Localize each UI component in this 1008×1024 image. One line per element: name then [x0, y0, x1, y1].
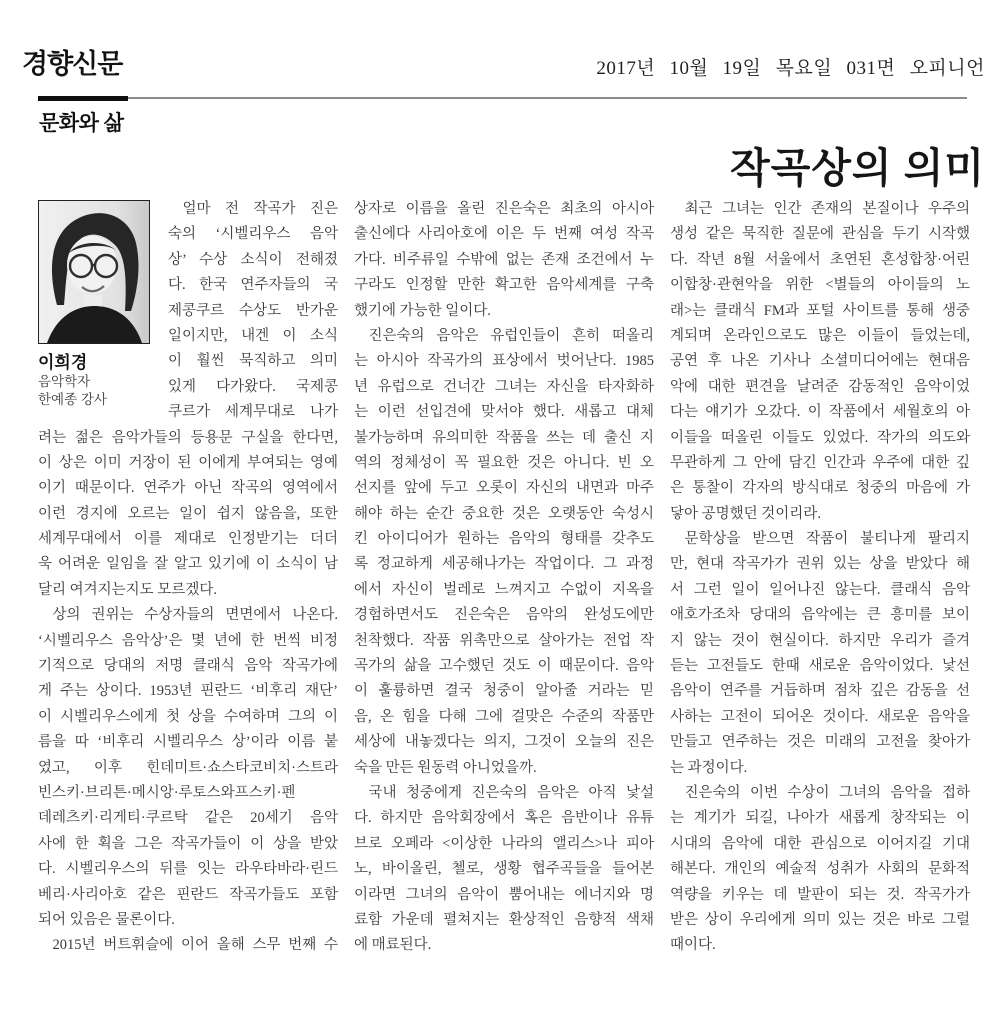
article-line: 달리 여겨지는지도 모르겠다. [38, 581, 217, 598]
article-line: 베리·사리아호 같은 핀란드 작곡가들도 포함 [38, 886, 338, 903]
article-header [38, 101, 985, 191]
article-line: 선지를 앞에 두고 오롯이 자신의 내면과 마주 [354, 480, 654, 497]
article-line: 공연 후 나온 기사나 소셜미디어에는 현대음 [670, 353, 970, 370]
article-line: 년 유럽으로 건너간 그녀는 자신을 타자화하 [354, 378, 654, 395]
article-line: 이 상은 이미 거장이 된 이에게 부여되는 영예 [38, 454, 338, 471]
article-column-3 [670, 197, 970, 959]
article-line: 기적으로 당대의 저명 클래식 음악 작곡가에 [38, 658, 338, 675]
article-line: 다. 하지만 음악회장에서 혹은 음반이나 유튜 [354, 810, 654, 827]
article-line: 음, 온 힘을 다해 그에 걸맞은 수준의 작품만 [354, 708, 654, 725]
article-line: ‘시벨리우스 음악상’은 몇 년에 한 번씩 비정 [38, 632, 338, 649]
article-line: 는 이런 선입견에 맞서야 했다. 새롭고 대체 [354, 404, 654, 421]
article-line: 경험하면서도 진은숙은 음악의 완성도에만 [354, 607, 654, 624]
article-line: 욱 어려운 일임을 잘 알고 있기에 이 소식이 남 [38, 556, 338, 573]
article-title: 작곡상의 의미 [730, 145, 985, 191]
author-box [38, 197, 150, 425]
dateline: 2017년 10월 19일 목요일 031면 오피니언 [596, 58, 985, 79]
article-line: 계되며 온라인으로도 많은 이들이 들었는데, [670, 327, 970, 344]
article-line: 때이다. [670, 937, 716, 954]
article-column-2 [354, 197, 654, 959]
article-line: 이기 때문이다. 연주가 아닌 작곡의 영역에서 [38, 480, 338, 497]
article-line: 상의 권위는 수상자들의 면면에서 나온다. [52, 607, 338, 624]
article-line: 국내 청중에게 진은숙의 음악은 아직 낯설 [368, 784, 654, 801]
article-line: 곡가의 삶을 고수했던 것도 이 때문이다. 음악 [354, 658, 654, 675]
article-line: 사에 한 획을 그은 작곡가들이 이 상을 받았 [38, 835, 338, 852]
article-line: 는 아시아 작곡가의 표상에서 벗어난다. 1985 [354, 353, 654, 370]
article-line: 했기에 가능한 일이다. [354, 302, 491, 319]
article-line: 2015년 버트휘슬에 이어 올해 스무 번째 수 [52, 937, 338, 954]
article-line: 악에 대한 편견을 날려준 감동적인 음악이었 [670, 378, 970, 395]
author-role-2: 한예종 강사 [38, 391, 107, 407]
article-line: 노, 바이올린, 첼로, 생황 협주곡들을 들어본 [354, 861, 654, 878]
article-line: 사하는 고전이 되어온 것이다. 새로운 음악을 [670, 708, 970, 725]
article-line: 에서 자신이 벌레로 느껴지고 수없이 지옥을 [354, 581, 654, 598]
article-line: 이 훌륭하면 결국 청중이 알아줄 거라는 믿 [354, 683, 654, 700]
rule-thin-line [38, 97, 967, 99]
article-line: 지 않는 것이 현실이다. 하지만 우리가 즐겨 [670, 632, 970, 649]
article-line: 제콩쿠르 수상도 반가운 [168, 302, 338, 319]
article-line: 브로 오페라 <이상한 나라의 앨리스>나 피아 [354, 835, 654, 852]
article-line: 이들을 떠올린 이들도 있었다. 작가의 의도와 [670, 429, 970, 446]
article-line: 서 그런 일이 일어나진 않는다. 클래식 음악 [670, 581, 970, 598]
newspaper-logo: 경향신문 [22, 49, 123, 79]
article-line: 되어 있음은 물론이다. [38, 911, 175, 928]
article-line: 이 시벨리우스에게 첫 상을 수여하며 그의 이 [38, 708, 338, 725]
article-line: 게 주는 상이다. 1953년 핀란드 ‘비후리 재단’ [38, 683, 338, 700]
author-name: 이희경 [38, 353, 88, 372]
article-line: 상자로 이름을 올린 진은숙은 최초의 아시아 [354, 201, 654, 217]
author-photo [38, 200, 150, 344]
article-line: 천착했다. 작품 위촉만으로 살아가는 전업 작 [354, 632, 654, 649]
article-line: 이 훨씬 묵직하고 의미 [168, 353, 338, 370]
article-line: 문학상을 받으면 작품이 불티나게 팔리지 [684, 531, 970, 548]
article-line: 역량을 키우는 데 발판이 되는 것. 작곡가가 [670, 886, 970, 903]
article-line: 름을 따 ‘비후리 시벨리우스 상’이라 이름 붙 [38, 734, 338, 751]
article-line: 불가능하며 유의미한 작품을 쓰는 데 출신 지 [354, 429, 654, 446]
article-line: 애호가조차 당대의 음악에는 큰 흥미를 보이 [670, 607, 970, 624]
article-line: 가다. 비주류일 수밖에 없는 존재 조건에서 누 [354, 251, 654, 268]
article-line: 는 과정이다. [670, 759, 748, 776]
article-line: 는 계기가 되길, 나아가 새롭게 창작되는 이 [670, 810, 970, 827]
article-line: 빈스키·브리튼·메시앙·루토스와프스키·펜 [38, 784, 296, 801]
article-line: 였고, 이후 힌데미트·쇼스타코비치·스트라 [38, 759, 338, 776]
article-line: 상’ 수상 소식이 전해졌 [168, 251, 338, 268]
article-line: 출신에다 사리아호에 이은 두 번째 여성 작곡 [354, 226, 654, 243]
article-body [38, 197, 970, 959]
article-line: 려는 젊은 음악가들의 등용문 구실을 한다면, [38, 429, 338, 446]
article-line: 무관하게 그 안에 담긴 인간과 우주에 대한 깊 [670, 454, 970, 471]
article-line: 다. 시벨리우스의 뒤를 잇는 라우타바라·린드 [38, 861, 338, 878]
article-line: 일이지만, 내겐 이 소식 [168, 327, 338, 344]
article-line: 진은숙의 이번 수상이 그녀의 음악을 접하 [684, 784, 970, 801]
article-line: 록 정교하게 세공해나가는 작업이다. 그 과정 [354, 556, 654, 573]
article-line: 세상에 내놓겠다는 의지, 그것이 오늘의 진은 [354, 734, 654, 751]
article-line: 음악이 연주를 거듭하며 점차 깊은 감동을 선 [670, 683, 970, 700]
article-line: 만, 현대 작곡가가 권위 있는 상을 받았다 해 [670, 556, 970, 573]
article-line: 만들고 연주하는 것은 미래의 고전을 찾아가 [670, 734, 970, 751]
article-line: 역의 정체성이 꼭 필요한 것은 아니다. 빈 오 [354, 454, 654, 471]
author-role-1: 음악학자 [38, 374, 91, 389]
article-line: 최근 그녀는 인간 존재의 본질이나 우주의 [684, 201, 970, 217]
article-line: 래>는 클래식 FM과 포털 사이트를 통해 생중 [670, 302, 970, 319]
article-line: 다. 한국 연주자들의 국 [168, 277, 338, 294]
article-line: 해야 하는 순간 중요한 것은 오랫동안 숙성시 [354, 505, 654, 522]
article-line: 이합창·관현악을 위한 <별들의 아이들의 노 [670, 277, 970, 294]
article-column-1 [38, 197, 338, 959]
article-line: 쿠르가 세계무대로 나가 [168, 404, 338, 421]
article-line: 구라도 인정할 만한 확고한 음악세계를 구축 [354, 277, 654, 294]
article-line: 받은 상이 우리에게 의미 있는 것은 바로 그럴 [670, 911, 970, 928]
article-line: 다는 얘기가 오갔다. 이 작품에서 세월호의 아 [670, 404, 970, 421]
article-line: 진은숙의 음악은 유럽인들이 흔히 떠올리 [368, 327, 654, 344]
article-line: 이라면 그녀의 음악이 뿜어내는 에너지와 명 [354, 886, 654, 903]
article-line: 얼마 전 작곡가 진은 [182, 201, 338, 217]
article-line: 숙을 만든 원동력 아니었을까. [354, 759, 537, 776]
article-line: 에 매료된다. [354, 937, 432, 954]
article-line: 이런 경지에 오르는 일이 쉽지 않음을, 또한 [38, 505, 338, 522]
portrait-photo-icon [39, 201, 149, 343]
article-line: 숙의 ‘시벨리우스 음악 [168, 226, 338, 243]
article-line: 있게 다가왔다. 국제콩 [168, 378, 338, 395]
article-line: 닿아 공명했던 것이리라. [670, 505, 821, 522]
article-line: 데레츠키·리게티·쿠르탁 같은 20세기 음악 [38, 810, 338, 827]
article-line: 은 통찰이 각자의 방식대로 청중의 마음에 가 [670, 480, 970, 497]
article-line: 료함 가운데 펼쳐지는 환상적인 음향적 색채 [354, 911, 654, 928]
article-line: 다. 작년 8월 서울에서 초연된 혼성합창·어린 [670, 251, 970, 268]
article-line: 킨 아이디어가 원하는 음악의 형태를 갖추도 [354, 531, 654, 548]
article-line: 듣는 고전들도 한때 새로운 음악이었다. 낯선 [670, 658, 970, 675]
article-line: 시대의 음악에 대한 관심으로 이어지길 기대 [670, 835, 970, 852]
masthead [22, 42, 985, 81]
article-line: 해본다. 개인의 예술적 성취가 사회의 문화적 [670, 861, 970, 878]
section-label: 문화와 삶 [39, 112, 124, 135]
article-line: 세계무대에서 이를 제대로 인정받기는 더더 [38, 531, 338, 548]
article-line: 생성 같은 묵직한 질문에 관심을 두기 시작했 [670, 226, 970, 243]
